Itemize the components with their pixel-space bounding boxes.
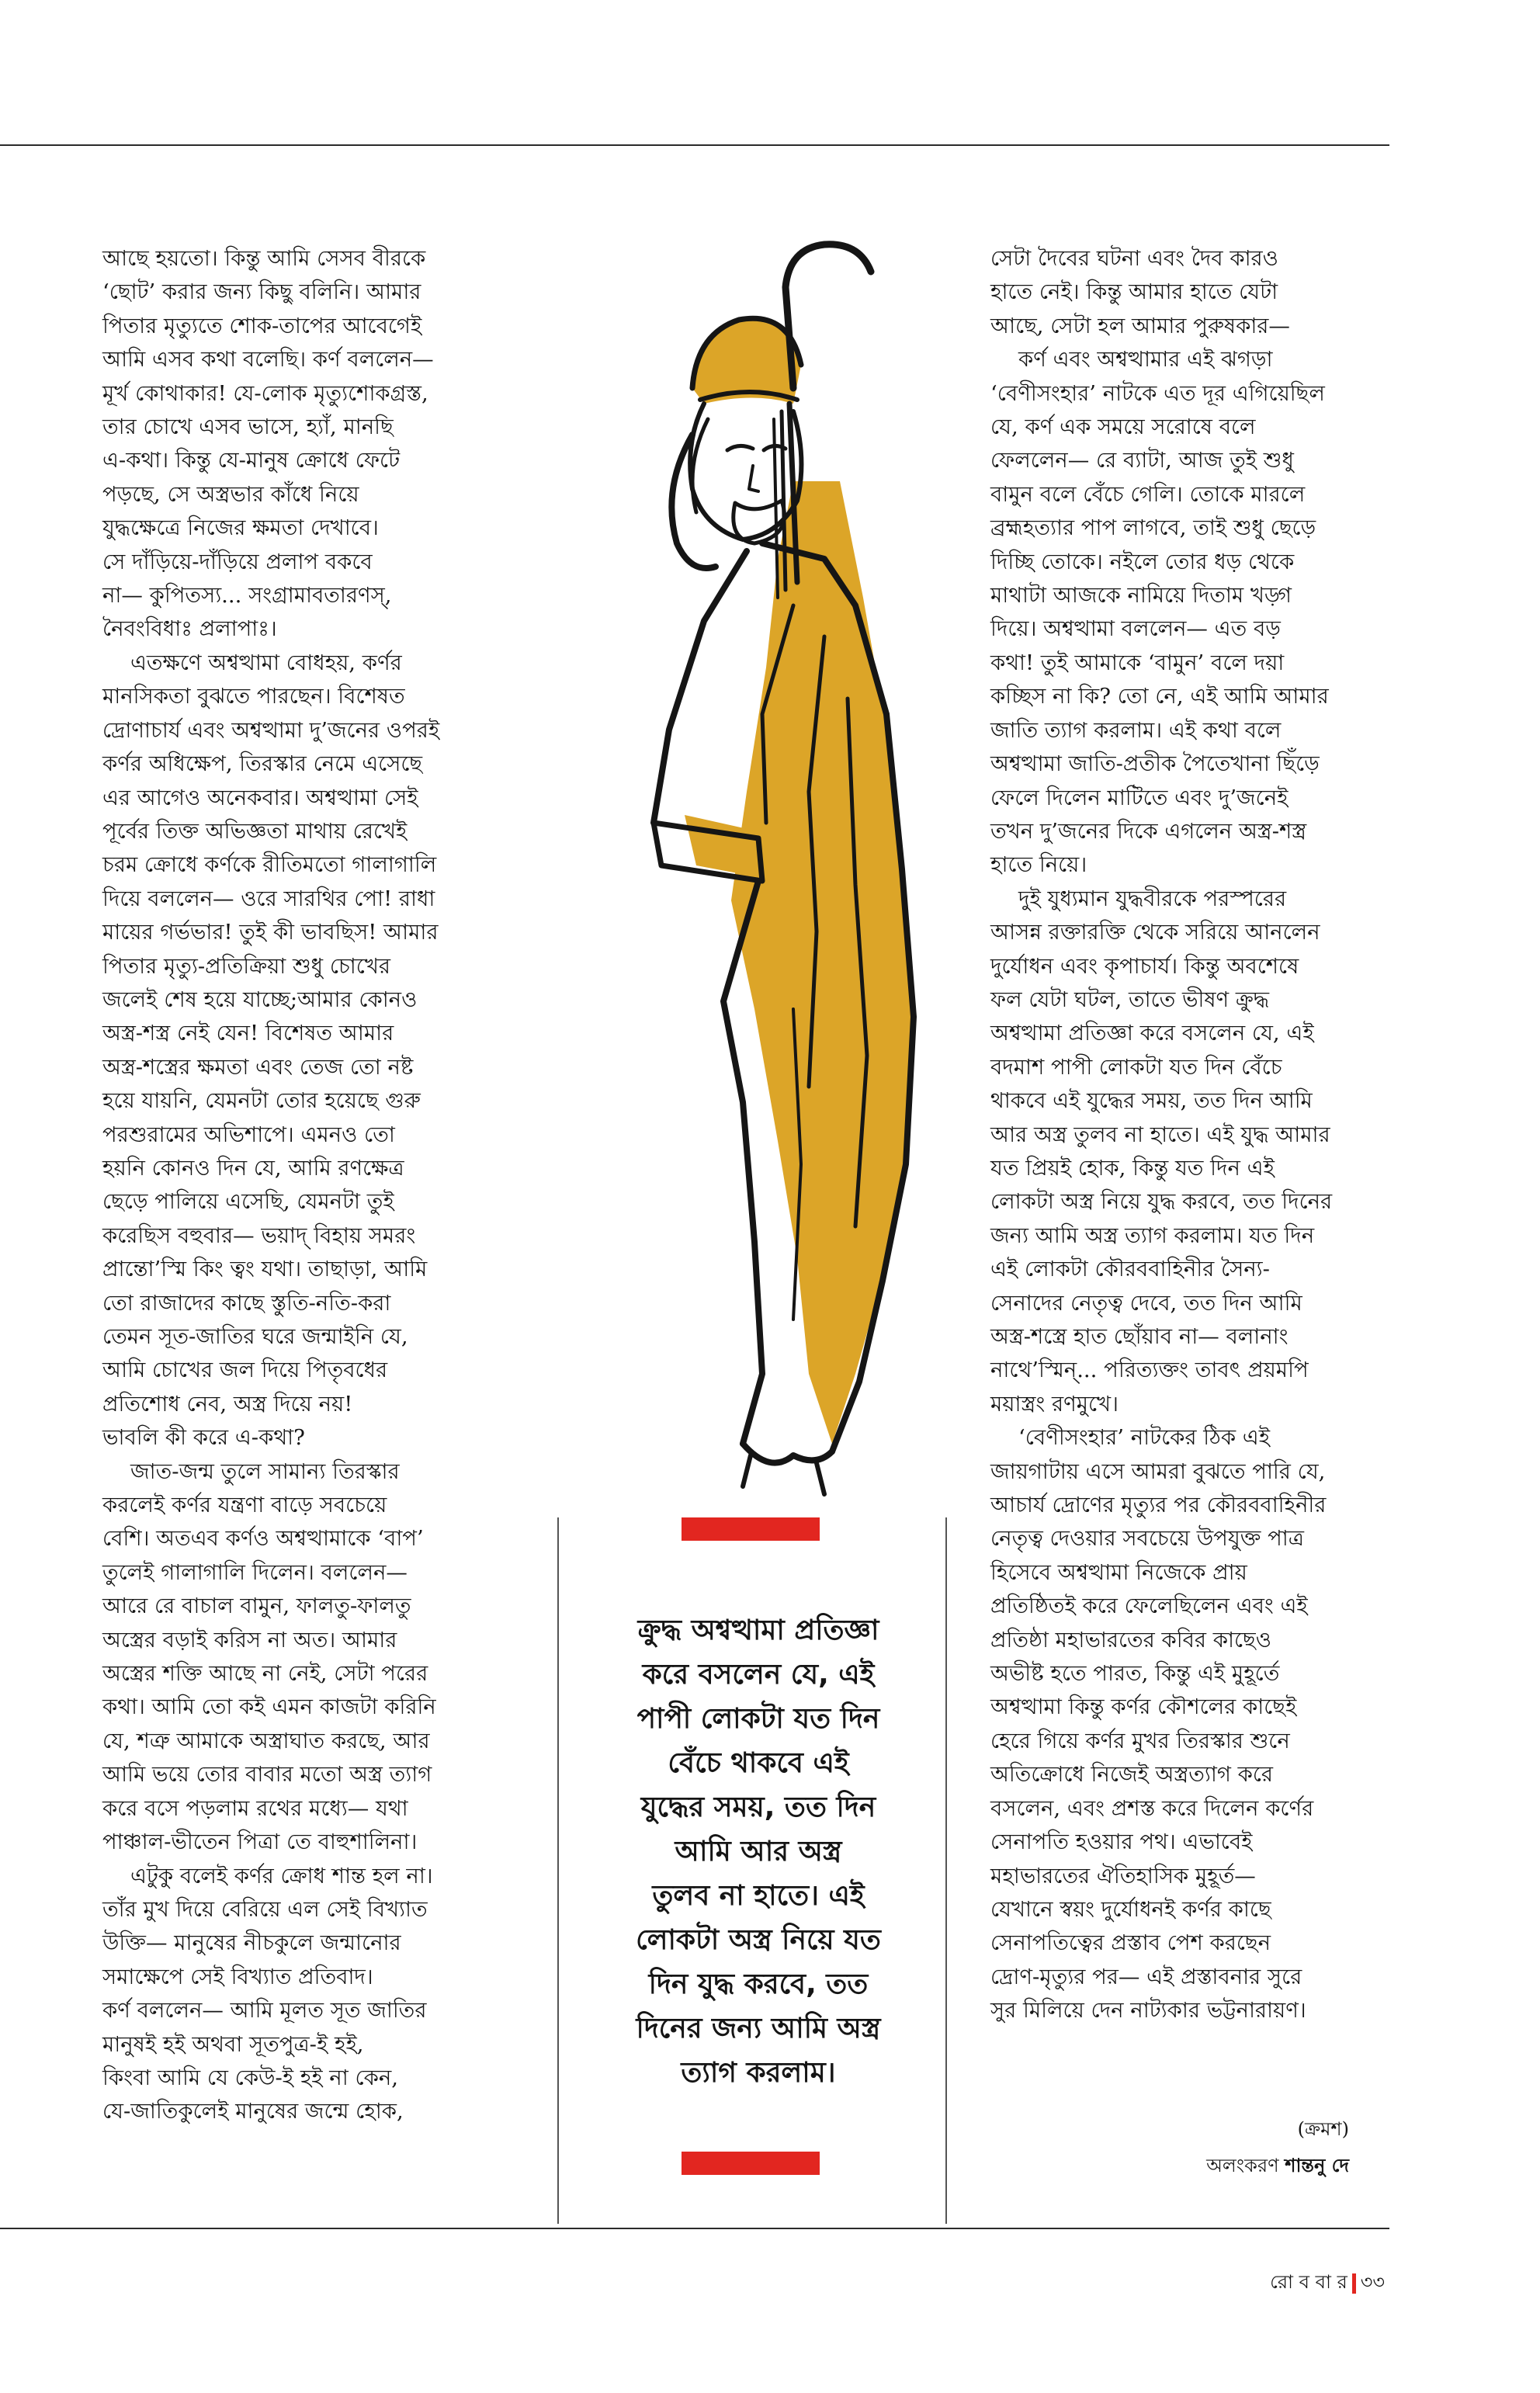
text-line: মায়ের গর্ভভার! তুই কী ভাবছিস! আমার <box>102 920 439 945</box>
text-line: যে, শত্রু আমাকে অস্ত্রাঘাত করছে, আর <box>102 1728 430 1753</box>
article-column-left <box>102 242 522 2129</box>
text-line: উক্তি— মানুষের নীচকুলে জন্মানোর <box>102 1930 401 1956</box>
text-line: করে বসে পড়লাম রথের মধ্যে— যথা <box>102 1795 408 1821</box>
text-line: জন্য আমি অস্ত্র ত্যাগ করলাম। যত দিন <box>990 1223 1315 1248</box>
text-line: চরম ক্রোধে কর্ণকে রীতিমতো গালাগালি <box>102 852 437 878</box>
text-line: আচার্য দ্রোণের মৃত্যুর পর কৌরববাহিনীর <box>990 1493 1327 1518</box>
text-line: সেনাপতিত্বের প্রস্তাব পেশ করছেন <box>990 1930 1271 1956</box>
text-line: তেমন সূত-জাতির ঘরে জন্মাইনি যে, <box>102 1324 408 1349</box>
text-line: যত প্রিয়ই হোক, কিন্তু যত দিন এই <box>990 1155 1275 1181</box>
text-line: অশ্বত্থামা জাতি-প্রতীক পৈতেখানা ছিঁড়ে <box>990 751 1320 777</box>
text-line: হেরে গিয়ে কর্ণর মুখর তিরস্কার শুনে <box>990 1728 1290 1753</box>
text-line: মূর্খ কোথাকার! যে-লোক মৃত্যুশোকগ্রস্ত, <box>102 380 428 406</box>
text-line: ময়াস্ত্রং রণমুখে। <box>990 1391 1119 1417</box>
pull-quote-line: দিন যুদ্ধ করবে, তত <box>648 1968 869 2000</box>
text-line: এই লোকটা কৌরববাহিনীর সৈন্য- <box>990 1257 1270 1282</box>
bottom-rule <box>0 2228 1389 2229</box>
text-line: বদমাশ পাপী লোকটা যত দিন বেঁচে <box>990 1054 1282 1080</box>
text-line: আমি ভয়ে তোর বাবার মতো অস্ত্র ত্যাগ <box>102 1762 432 1788</box>
text-line: আসন্ন রক্তারক্তি থেকে সরিয়ে আনলেন <box>990 920 1320 945</box>
text-line: সুর মিলিয়ে দেন নাট্যকার ভট্টনারায়ণ। <box>990 1998 1306 2024</box>
illustration-credit <box>1206 2152 1349 2183</box>
text-line: কচ্ছিস না কি? তো নে, এই আমি আমার <box>990 684 1329 709</box>
text-line: দ্রোণাচার্য এবং অশ্বত্থামা দু’জনের ওপরই <box>102 717 440 743</box>
text-line: পড়ছে, সে অস্ত্রভার কাঁধে নিয়ে <box>102 481 359 507</box>
text-line: হাতে নিয়ে। <box>990 852 1087 878</box>
text-line: এটুকু বলেই কর্ণর ক্রোধ শান্ত হল না। <box>130 1863 433 1888</box>
text-line: পূর্বের তিক্ত অভিজ্ঞতা মাথায় রেখেই <box>102 818 408 844</box>
text-line: অস্ত্র-শস্ত্র নেই যেন! বিশেষত আমার <box>102 1021 394 1046</box>
text-line: প্রান্তো’স্মি কিং ত্বং যথা। তাছাড়া, আমি <box>102 1257 428 1282</box>
article-column-right <box>990 242 1402 2028</box>
text-line: এ-কথা। কিন্তু যে-মানুষ ক্রোধে ফেটে <box>102 448 401 473</box>
text-line: ছেড়ে পালিয়ে এসেছি, যেমনটা তুই <box>102 1189 394 1215</box>
text-line: যে, কর্ণ এক সময়ে সরোষে বলে <box>990 414 1256 440</box>
pull-quote-line: ত্যাগ করলাম। <box>681 2057 836 2089</box>
pull-quote-line: লোকটা অস্ত্র নিয়ে যত <box>636 1924 881 1956</box>
text-line: হিসেবে অশ্বত্থামা নিজেকে প্রায় <box>990 1559 1247 1585</box>
text-line: তার চোখে এসব ভাসে, হ্যাঁ, মানছি <box>102 414 394 440</box>
pull-quote-line: দিনের জন্য আমি অস্ত্র <box>636 2013 881 2044</box>
text-line: কর্ণ এবং অশ্বত্থামার এই ঝগড়া <box>1018 347 1273 373</box>
text-line: এতক্ষণে অশ্বত্থামা বোধহয়, কর্ণর <box>130 650 402 675</box>
page-folio <box>1270 2268 1385 2299</box>
text-line: অস্ত্র-শস্ত্রে হাত ছোঁয়াব না— বলানাং <box>990 1324 1289 1349</box>
text-line: মহাভারতের ঐতিহাসিক মুহূর্ত— <box>990 1863 1256 1888</box>
text-line: করলেই কর্ণর যন্ত্রণা বাড়ে সবচেয়ে <box>102 1493 387 1518</box>
text-line: হয়নি কোনও দিন যে, আমি রণক্ষেত্র <box>102 1155 404 1181</box>
text-line: কথা। আমি তো কই এমন কাজটা করিনি <box>102 1694 436 1720</box>
text-line: অস্ত্রের বড়াই করিস না অত। আমার <box>102 1627 397 1653</box>
text-line: নাথে’স্মিন্... পরিত্যক্তং তাবৎ প্রয়মপি <box>990 1358 1309 1383</box>
text-line: না— কুপিতস্য... সংগ্রামাবতারণস্, <box>102 583 392 609</box>
text-line: যে-জাতিকুলেই মানুষের জন্মে হোক, <box>102 2099 404 2124</box>
text-line: মাথাটা আজকে নামিয়ে দিতাম খড়্গ <box>990 583 1292 609</box>
pull-quote-line: যুদ্ধের সময়, তত দিন <box>640 1791 876 1823</box>
text-line: সে দাঁড়িয়ে-দাঁড়িয়ে প্রলাপ বকবে <box>102 549 373 574</box>
text-line: বেশি। অতএব কর্ণও অশ্বত্থামাকে ‘বাপ’ <box>102 1526 424 1552</box>
text-line: লোকটা অস্ত্র নিয়ে যুদ্ধ করবে, তত দিনের <box>990 1189 1333 1215</box>
text-line: তাঁর মুখ দিয়ে বেরিয়ে এল সেই বিখ্যাত <box>102 1896 428 1922</box>
pull-quote-line: করে বসলেন যে, এই <box>642 1659 875 1691</box>
page-number: ৩৩ <box>1360 2271 1385 2293</box>
text-line: কর্ণ বললেন— আমি মূলত সূত জাতির <box>102 1998 427 2024</box>
magazine-name: রো ব বা র <box>1270 2271 1348 2293</box>
column-divider-right <box>945 1517 947 2224</box>
text-line: তো রাজাদের কাছে স্তুতি-নতি-করা <box>102 1290 391 1316</box>
text-line: ফেললেন— রে ব্যাটা, আজ তুই শুধু <box>990 448 1294 473</box>
text-line: তখন দু’জনের দিকে এগলেন অস্ত্র-শস্ত্র <box>990 818 1307 844</box>
text-line: পরশুরামের অভিশাপে। এমনও তো <box>102 1122 395 1147</box>
text-line: ফেলে দিলেন মাটিতে এবং দু’জনেই <box>990 785 1289 810</box>
text-line: অস্ত্র-শস্ত্রের ক্ষমতা এবং তেজ তো নষ্ট <box>102 1054 414 1080</box>
text-line: আছে হয়তো। কিন্তু আমি সেসব বীরকে <box>102 246 426 271</box>
warrior-illustration <box>560 233 964 1506</box>
text-line: এর আগেও অনেকবার। অশ্বত্থামা সেই <box>102 785 418 810</box>
text-line: সেনাদের নেতৃত্ব দেবে, তত দিন আমি <box>990 1290 1302 1316</box>
serial-note: (ক্রমশ) <box>1297 2118 1349 2140</box>
pull-quote <box>576 1608 941 2095</box>
pull-quote-line: পাপী লোকটা যত দিন <box>636 1703 880 1735</box>
pull-quote-line: বেঁচে থাকবে এই <box>668 1747 849 1779</box>
pull-quote-bottom-bar <box>682 2152 820 2175</box>
text-line: আমি চোখের জল দিয়ে পিতৃবধের <box>102 1358 388 1383</box>
text-line: অশ্বত্থামা কিন্তু কর্ণর কৌশলের কাছেই <box>990 1694 1297 1720</box>
text-line: নেতৃত্ব দেওয়ার সবচেয়ে উপযুক্ত পাত্র <box>990 1526 1304 1552</box>
text-line: মানুষই হই অথবা সূতপুত্র-ই হই, <box>102 2031 364 2057</box>
text-line: আছে, সেটা হল আমার পুরুষকার— <box>990 313 1290 338</box>
text-line: কিংবা আমি যে কেউ-ই হই না কেন, <box>102 2065 398 2090</box>
text-line: পিতার মৃত্যু-প্রতিক্রিয়া শুধু চোখের <box>102 953 391 979</box>
text-line: যেখানে স্বয়ং দুর্যোধনই কর্ণর কাছে <box>990 1896 1271 1922</box>
text-line: সেটা দৈবের ঘটনা এবং দৈব কারও <box>990 246 1278 271</box>
text-line: সমাক্ষেপে সেই বিখ্যাত প্রতিবাদ। <box>102 1964 373 1989</box>
text-line: অতিক্রোধে নিজেই অস্ত্রত্যাগ করে <box>990 1762 1274 1788</box>
text-line: তুলেই গালাগালি দিলেন। বললেন— <box>102 1559 408 1585</box>
text-line: নৈবংবিধাঃ প্রলাপাঃ। <box>102 616 277 642</box>
text-line: প্রতিশোধ নেব, অস্ত্র দিয়ে নয়! <box>102 1391 353 1417</box>
text-line: অশ্বত্থামা প্রতিজ্ঞা করে বসলেন যে, এই <box>990 1021 1314 1046</box>
text-line: পাঞ্চাল-ভীতেন পিত্রা তে বাহুশালিনা। <box>102 1829 418 1855</box>
text-line: ব্রহ্মহত্যার পাপ লাগবে, তাই শুধু ছেড়ে <box>990 515 1316 541</box>
pull-quote-line: আমি আর অস্ত্র <box>675 1836 842 1868</box>
credit-artist: শান্তনু দে <box>1285 2154 1349 2176</box>
text-line: জলেই শেষ হয়ে যাচ্ছে;আমার কোনও <box>102 987 418 1012</box>
pull-quote-line: ক্রুদ্ধ অশ্বত্থামা প্রতিজ্ঞা <box>637 1614 879 1646</box>
text-line: যুদ্ধক্ষেত্রে নিজের ক্ষমতা দেখাবে। <box>102 515 379 541</box>
text-line: হাতে নেই। কিন্তু আমার হাতে যেটা <box>990 279 1278 305</box>
text-line: ভাবলি কী করে এ-কথা? <box>102 1425 305 1451</box>
text-line: দিচ্ছি তোকে। নইলে তোর ধড় থেকে <box>990 549 1295 574</box>
text-line: অভীষ্ট হতে পারত, কিন্তু এই মুহূর্তে <box>990 1661 1280 1687</box>
text-line: প্রতিষ্ঠিতই করে ফেলেছিলেন এবং এই <box>990 1594 1308 1619</box>
text-line: জাত-জন্ম তুলে সামান্য তিরস্কার <box>130 1458 400 1484</box>
text-line: আমি এসব কথা বলেছি। কর্ণ বললেন— <box>102 347 434 373</box>
column-divider-left <box>557 1517 559 2224</box>
text-line: মানসিকতা বুঝতে পারছেন। বিশেষত <box>102 684 405 709</box>
text-line: বামুন বলে বেঁচে গেলি। তোকে মারলে <box>990 481 1306 507</box>
top-rule <box>0 144 1389 146</box>
text-line: কথা! তুই আমাকে ‘বামুন’ বলে দয়া <box>990 650 1285 675</box>
text-line: প্রতিষ্ঠা মহাভারতের কবির কাছেও <box>990 1627 1271 1653</box>
text-line: দুর্যোধন এবং কৃপাচার্য। কিন্তু অবশেষে <box>990 953 1299 979</box>
text-line: জায়গাটায় এসে আমরা বুঝতে পারি যে, <box>990 1458 1326 1484</box>
text-line: আর অস্ত্র তুলব না হাতে। এই যুদ্ধ আমার <box>990 1122 1330 1147</box>
text-line: পিতার মৃত্যুতে শোক-তাপের আবেগেই <box>102 313 422 338</box>
text-line: অস্ত্রের শক্তি আছে না নেই, সেটা পরের <box>102 1661 428 1687</box>
text-line: থাকবে এই যুদ্ধের সময়, তত দিন আমি <box>990 1088 1313 1114</box>
text-line: কর্ণর অধিক্ষেপ, তিরস্কার নেমে এসেছে <box>102 751 423 777</box>
credit-label: অলংকরণ <box>1206 2155 1279 2176</box>
text-line: দিয়ে। অশ্বত্থামা বললেন— এত বড় <box>990 616 1281 642</box>
text-line: ‘বেণীসংহার’ নাটকের ঠিক এই <box>1018 1425 1271 1451</box>
text-line: জাতি ত্যাগ করলাম। এই কথা বলে <box>990 717 1282 743</box>
text-line: দুই যুধ্যমান যুদ্ধবীরকে পরস্পরের <box>1018 886 1287 911</box>
text-line: সেনাপতি হওয়ার পথ। এভাবেই <box>990 1829 1253 1855</box>
text-line: ফল যেটা ঘটল, তাতে ভীষণ ক্রুদ্ধ <box>990 987 1270 1012</box>
text-line: আরে রে বাচাল বামুন, ফালতু-ফালতু <box>102 1594 411 1619</box>
text-line: বসলেন, এবং প্রশস্ত করে দিলেন কর্ণের <box>990 1795 1314 1821</box>
text-line: ‘ছোট’ করার জন্য কিছু বলিনি। আমার <box>102 279 421 305</box>
text-line: ‘বেণীসংহার’ নাটকে এত দূর এগিয়েছিল <box>990 380 1325 406</box>
text-line: করেছিস বহুবার— ভয়াদ্ বিহায় সমরং <box>102 1223 416 1248</box>
folio-separator <box>1352 2273 1356 2294</box>
text-line: দ্রোণ-মৃত্যুর পর— এই প্রস্তাবনার সুরে <box>990 1964 1302 1989</box>
pull-quote-line: তুলব না হাতে। এই <box>652 1880 865 1912</box>
pull-quote-top-bar <box>682 1517 820 1541</box>
text-line: দিয়ে বললেন— ওরে সারথির পো! রাধা <box>102 886 435 911</box>
text-line: হয়ে যায়নি, যেমনটা তোর হয়েছে গুরু <box>102 1088 421 1114</box>
